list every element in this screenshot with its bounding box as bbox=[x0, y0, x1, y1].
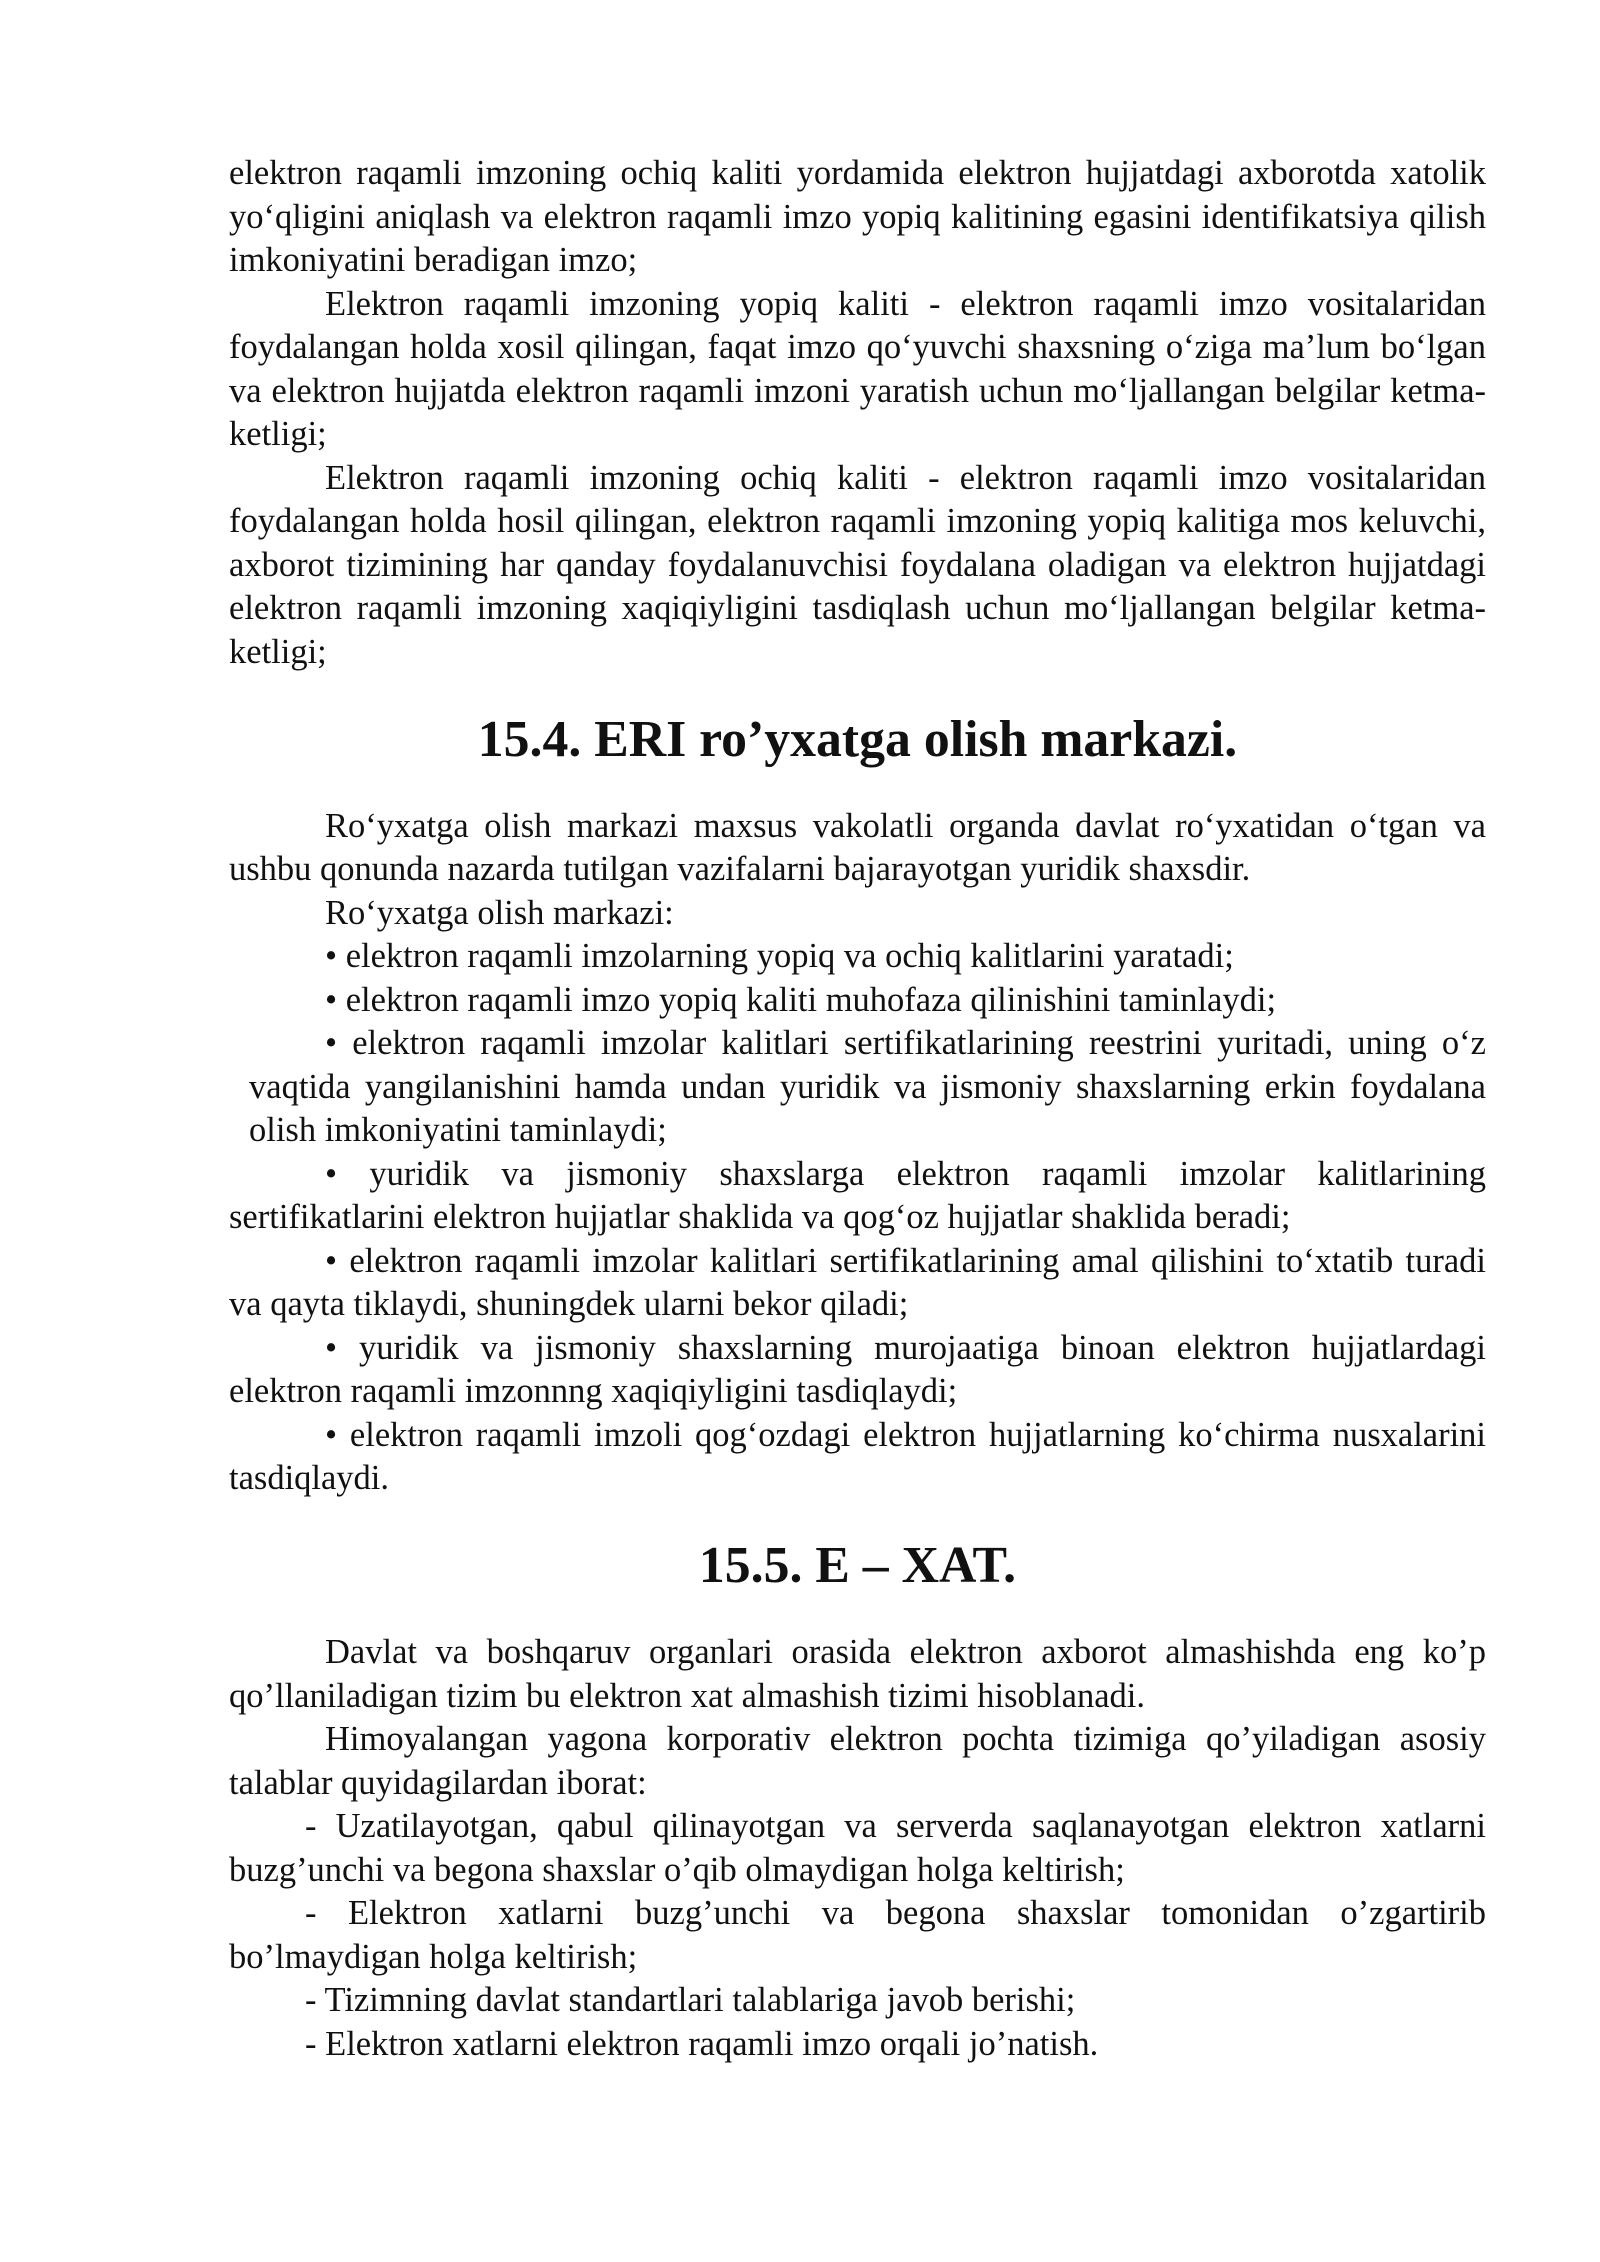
spacer bbox=[229, 1588, 1486, 1632]
spacer bbox=[229, 761, 1486, 805]
bullet-item: • yuridik va jismoniy shaxslarning murojaatiga binoan elektron hujjatlardagi elektron raqamli imzonnng xaqiqiyligini tasdiqlaydi; bbox=[229, 1328, 1486, 1410]
bullet-item: • elektron raqamli imzo yopiq kaliti muhofaza qilinishini taminlaydi; bbox=[325, 980, 1277, 1019]
paragraph-private-key-definition: Elektron raqamli imzoning yopiq kaliti - elektron raqamli imzo vositalaridan foydalangan holda xosil qilingan, faqat imzo qo‘yuvchi shaxsning o‘ziga ma’lum bo‘lgan va elektron hujjatda elektron raqamli imzoni yaratish uchun mo‘ljallangan belgilar ketma-ketligi; bbox=[229, 284, 1486, 453]
document-page bbox=[229, 152, 1486, 2066]
dash-item: - Elektron xatlarni buzg’unchi va begona shaxslar tomonidan o’zgartirib bo’lmaydigan holga keltirish; bbox=[229, 1894, 1486, 1976]
section-heading-15-5: 15.5. E – XAT. bbox=[698, 1537, 1017, 1594]
section-heading-15-4: 15.4. ERI ro’yxatga olish markazi. bbox=[477, 710, 1238, 768]
paragraph-registration-center-lead: Ro‘yxatga olish markazi: bbox=[325, 893, 674, 932]
paragraph-registration-center: Ro‘yxatga olish markazi maxsus vakolatli organda davlat ro‘yxatidan o‘tgan va ushbu qonunda nazarda tutilgan vazifalarni bajarayotgan yuridik shaxsdir. bbox=[229, 806, 1486, 888]
dash-item: - Tizimning davlat standartlari talablariga javob berishi; bbox=[305, 1981, 1076, 2019]
dash-item: - Uzatilayotgan, qabul qilinayotgan va serverda saqlanayotgan elektron xatlarni buzg’unchi va begona shaxslar o’qib olmaydigan holga keltirish; bbox=[229, 1807, 1486, 1889]
bullet-item: • yuridik va jismoniy shaxslarga elektron raqamli imzolar kalitlarining sertifikatlarini elektron hujjatlar shaklida va qog‘oz hujjatlar shaklida beradi; bbox=[229, 1154, 1486, 1236]
bullet-item: • elektron raqamli imzolarning yopiq va ochiq kalitlarini yaratadi; bbox=[325, 937, 1234, 975]
bullet-item: • elektron raqamli imzolar kalitlari sertifikatlarining reestrini yuritadi, uning o‘z vaqtida yangilanishini hamda undan yuridik va jismoniy shaxslarning erkin foydalana olish imkoniyatini taminlaydi; bbox=[249, 1024, 1486, 1149]
bullet-item: • elektron raqamli imzoli qog‘ozdagi elektron hujjatlarning ko‘chirma nusxalarini tasdiqlaydi. bbox=[229, 1415, 1486, 1497]
bullet-item: • elektron raqamli imzolar kalitlari sertifikatlarining amal qilishini to‘xtatib turadi va qayta tiklaydi, shuningdek ularni bekor qiladi; bbox=[229, 1241, 1486, 1323]
paragraph-email-system: Davlat va boshqaruv organlari orasida elektron axborot almashishda eng ko’p qo’llaniladigan tizim bu elektron xat almashish tizimi hisoblanadi. bbox=[229, 1633, 1486, 1715]
paragraph-public-key-definition: Elektron raqamli imzoning ochiq kaliti - elektron raqamli imzo vositalaridan foydalangan holda hosil qilingan, elektron raqamli imzoning yopiq kalitiga mos keluvchi, axborot tizimining har qanday foydalanuvchisi foydalana oladigan va elektron hujjatdagi elektron raqamli imzoning xaqiqiyligini tasdiqlash uchun mo‘ljallangan belgilar ketma-ketligi; bbox=[229, 458, 1486, 671]
dash-item: - Elektron xatlarni elektron raqamli imzo orqali jo’natish. bbox=[305, 2024, 1099, 2063]
paragraph-signature-definition: elektron raqamli imzoning ochiq kaliti yordamida elektron hujjatdagi axborotda xatolik yo‘qligini aniqlash va elektron raqamli imzo yopiq kalitining egasini identifikatsiya qilish imkoniyatini beradigan imzo; bbox=[229, 154, 1486, 279]
paragraph-email-requirements: Himoyalangan yagona korporativ elektron pochta tizimiga qo’yiladigan asosiy talablar quyidagilardan iborat: bbox=[229, 1720, 1486, 1802]
